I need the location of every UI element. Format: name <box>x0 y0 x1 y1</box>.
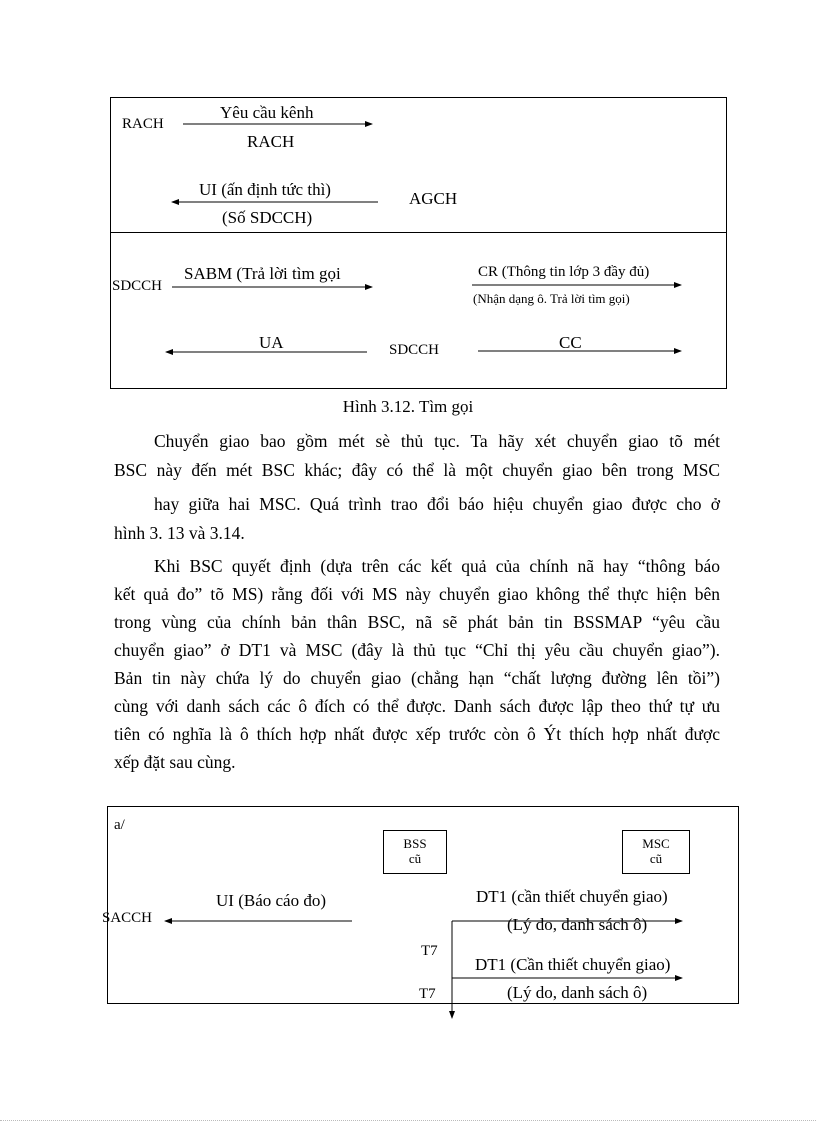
p2-line-2: kết quả đo” tõ MS) rằng đối với MS này chuyển giao không thể thực hiện bên <box>114 584 720 604</box>
figure-bottom-box <box>110 232 727 389</box>
paragraph-2 <box>114 552 720 776</box>
p2-line-1: Khi BSC quyết định (dựa trên các kết quả của chính nã hay “thông báo <box>154 556 720 576</box>
sdcch-left-label: SDCCH <box>112 278 163 294</box>
dt1-b-label: DT1 (Cần thiết chuyển giao) <box>475 955 671 974</box>
rach-left-label: RACH <box>122 116 164 132</box>
p2-line-3: trong vùng của chính bản thân BSC, nã sẽ phát bản tin BSSMAP “yêu cầu <box>114 612 720 632</box>
t7-a-label: T7 <box>421 943 438 959</box>
p1-line-2: BSC này đến mét BSC khác; đây có thể là một chuyển giao bên trong MSC <box>114 459 720 480</box>
sdcch-number-label: (Số SDCCH) <box>222 208 313 227</box>
t7-b-label: T7 <box>419 986 436 1002</box>
p2-line-8: xếp đặt sau cùng. <box>114 752 236 772</box>
figure-top-box <box>110 97 727 233</box>
cr-sub-label: (Nhận dạng ô. Trả lời tìm gọi) <box>473 291 630 306</box>
paragraph-1 <box>114 427 720 547</box>
request-channel-label: Yêu cầu kênh <box>220 103 314 122</box>
msc-line-2: cũ <box>649 851 663 866</box>
p1-line-3: hay giữa hai MSC. Quá trình trao đổi báo hiệu chuyển giao được cho ở <box>154 494 720 514</box>
ui-report-label: UI (Báo cáo đo) <box>216 891 326 910</box>
msc-old-box <box>622 830 690 874</box>
sdcch-mid-label: SDCCH <box>389 342 440 358</box>
bss-line-1: BSS <box>403 836 427 851</box>
sabm-label: SABM (Trả lời tìm gọi <box>184 264 341 283</box>
figure-2-label: a/ <box>114 817 125 833</box>
p1-line-4: hình 3. 13 và 3.14. <box>114 522 245 543</box>
page-bottom-rule <box>0 1120 816 1121</box>
rach-sub-label: RACH <box>247 132 295 151</box>
p2-line-4: chuyển giao” ở DT1 và MSC (đây là thủ tục “Chỉ thị yêu cầu chuyển giao”). <box>114 640 720 660</box>
figure-caption: Hình 3.12. Tìm gọi <box>342 397 474 416</box>
p2-line-5: Bản tin này chứa lý do chuyển giao (chẳng hạn “chất lượng đường lên tồi”) <box>114 668 720 688</box>
p2-line-6: cùng với danh sách các ô đích có thể được. Danh sách được lập theo thứ tự ưu <box>114 696 720 716</box>
agch-label: AGCH <box>409 189 458 208</box>
cc-label: CC <box>559 333 582 352</box>
dt1-a-label: DT1 (cần thiết chuyển giao) <box>476 887 668 906</box>
p1-line-1: Chuyển giao bao gồm mét sè thủ tục. Ta hãy xét chuyển giao tõ mét <box>154 431 720 451</box>
dt1-a-sub-label: (Lý do, danh sách ô) <box>507 915 648 934</box>
p2-line-7: tiên có nghĩa là ô thích hợp nhất được xếp trước còn ô Ýt thích hợp nhất được <box>114 724 720 744</box>
msc-line-1: MSC <box>642 836 670 851</box>
bss-line-2: cũ <box>408 851 422 866</box>
ui-assign-label: UI (ấn định tức thì) <box>199 180 331 199</box>
dt1-b-sub-label: (Lý do, danh sách ô) <box>507 983 648 1002</box>
bss-old-box <box>383 830 447 874</box>
ua-label: UA <box>259 333 284 352</box>
sacch-label: SACCH <box>102 910 153 926</box>
cr-label: CR (Thông tin lớp 3 đầy đủ) <box>478 264 650 280</box>
